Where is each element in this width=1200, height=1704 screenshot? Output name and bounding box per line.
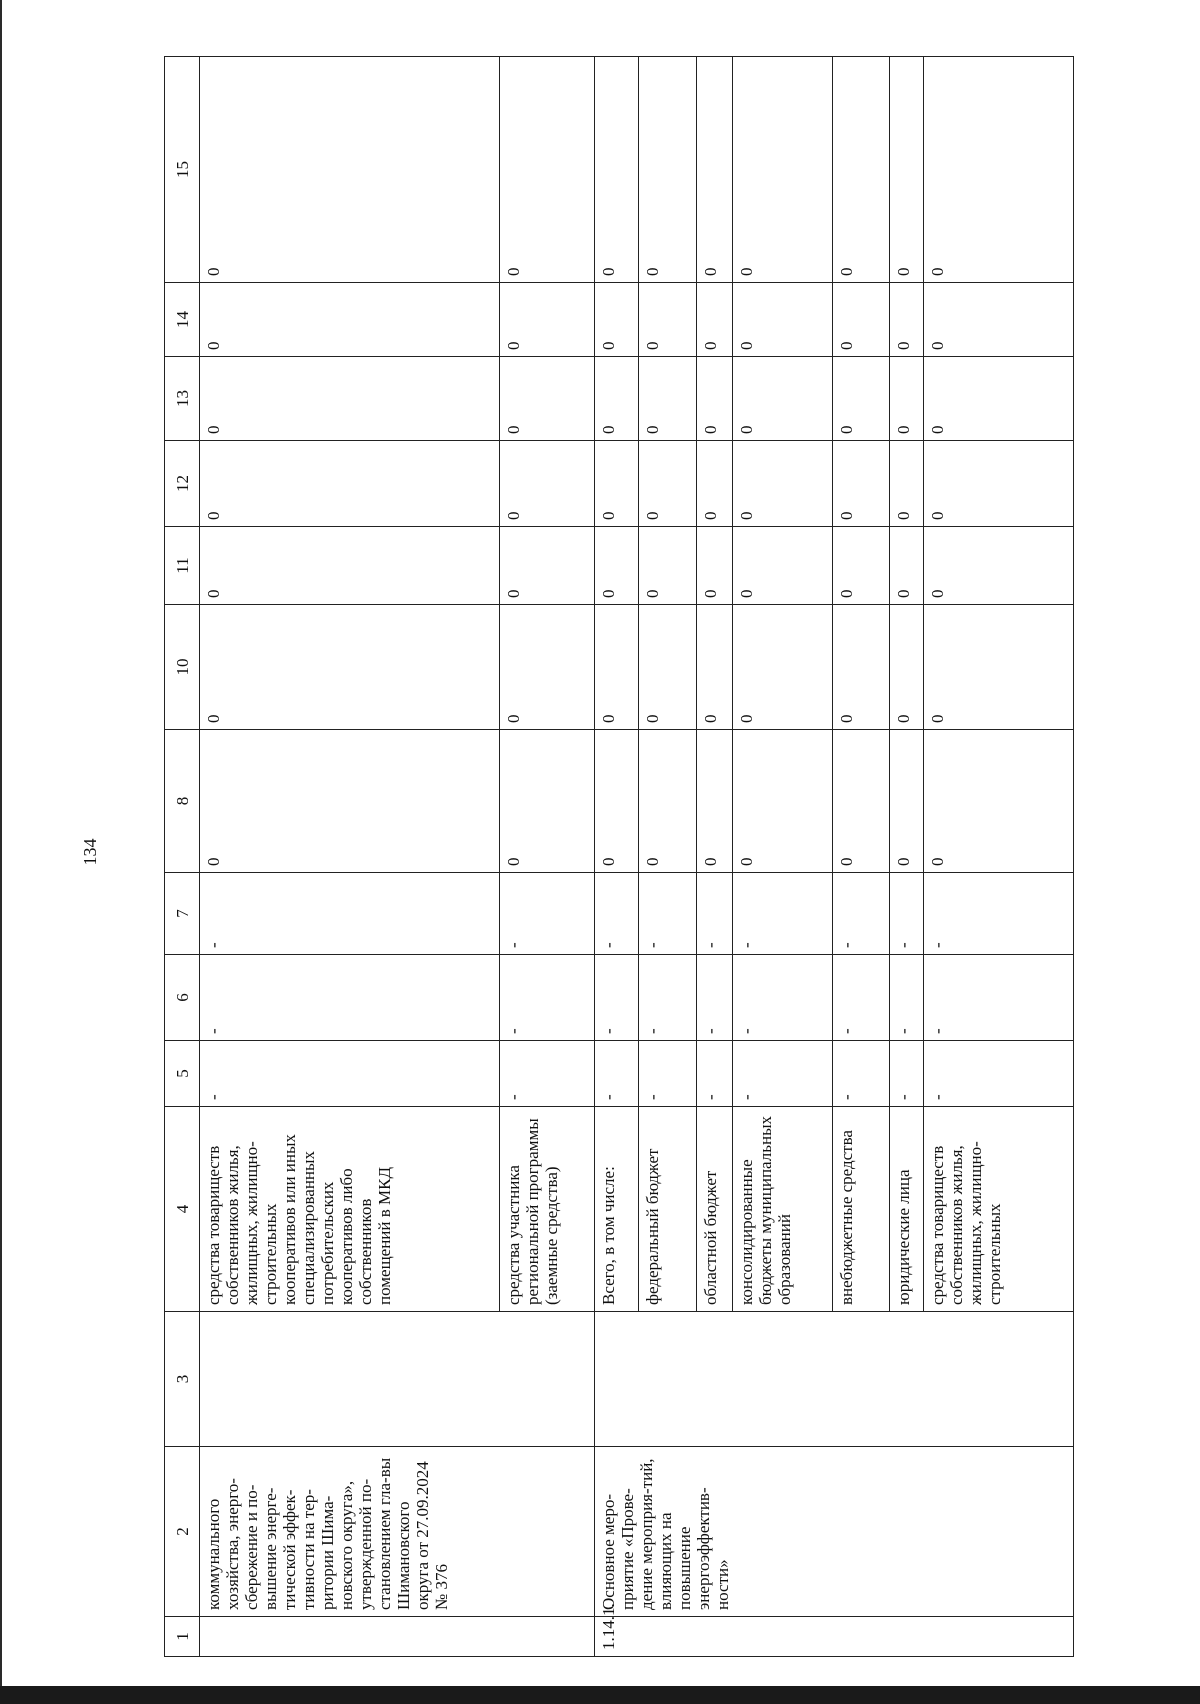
- cell-col8: 0: [500, 730, 595, 873]
- cell-col7: -: [733, 873, 833, 955]
- header-cell: 12: [165, 441, 200, 527]
- cell-col12: 0: [595, 441, 639, 527]
- header-cell: 1: [165, 1617, 200, 1657]
- cell-col11: 0: [639, 527, 697, 605]
- cell-col6: -: [697, 955, 733, 1041]
- cell-col15: 0: [924, 57, 1074, 283]
- header-cell: 11: [165, 527, 200, 605]
- cell-col10: 0: [595, 605, 639, 730]
- cell-col7: -: [595, 873, 639, 955]
- cell-col15: 0: [833, 57, 890, 283]
- cell-col5: -: [500, 1041, 595, 1107]
- cell-col14: 0: [924, 283, 1074, 357]
- cell-col5: -: [595, 1041, 639, 1107]
- cell-col14: 0: [890, 283, 924, 357]
- cell-col5: -: [833, 1041, 890, 1107]
- cell-funding-source: Всего, в том числе:: [595, 1107, 639, 1312]
- cell-col11: 0: [924, 527, 1074, 605]
- cell-col8: 0: [697, 730, 733, 873]
- cell-col13: 0: [639, 357, 697, 441]
- cell-col5: -: [890, 1041, 924, 1107]
- cell-col8: 0: [595, 730, 639, 873]
- cell-col14: 0: [595, 283, 639, 357]
- cell-col6: -: [595, 955, 639, 1041]
- cell-col15: 0: [697, 57, 733, 283]
- header-cell: 13: [165, 357, 200, 441]
- header-cell: 8: [165, 730, 200, 873]
- cell-col8: 0: [924, 730, 1074, 873]
- header-cell: 10: [165, 605, 200, 730]
- scan-edge-left: [0, 0, 2, 1704]
- header-cell: 6: [165, 955, 200, 1041]
- cell-col5: -: [697, 1041, 733, 1107]
- cell-col7: -: [890, 873, 924, 955]
- cell-funding-source: средства участника региональной программы (заемные средства): [500, 1107, 595, 1312]
- budget-table: [164, 56, 1074, 1657]
- cell-col10: 0: [924, 605, 1074, 730]
- cell-col7: -: [200, 873, 500, 955]
- header-cell: 3: [165, 1312, 200, 1447]
- cell-col5: -: [733, 1041, 833, 1107]
- header-cell: 15: [165, 57, 200, 283]
- cell-funding-source: средства товариществ собственников жилья, жилищных, жилищно-строительных кооперативов или иных специализированных потребительских кооперативов либо собственников помещений в МКД: [200, 1107, 500, 1312]
- cell-col6: -: [890, 955, 924, 1041]
- cell-col14: 0: [500, 283, 595, 357]
- cell-col15: 0: [500, 57, 595, 283]
- cell-col11: 0: [595, 527, 639, 605]
- cell-col15: 0: [733, 57, 833, 283]
- cell-col12: 0: [639, 441, 697, 527]
- cell-col12: 0: [200, 441, 500, 527]
- cell-funding-source: средства товариществ собственников жилья, жилищных, жилищно-строительных: [924, 1107, 1074, 1312]
- header-cell: 7: [165, 873, 200, 955]
- cell-col12: 0: [890, 441, 924, 527]
- header-cell: 4: [165, 1107, 200, 1312]
- cell-col8: 0: [733, 730, 833, 873]
- cell-number: 1.14.1.: [595, 1617, 1074, 1657]
- cell-col5: -: [200, 1041, 500, 1107]
- cell-col14: 0: [697, 283, 733, 357]
- cell-funding-source: внебюджетные средства: [833, 1107, 890, 1312]
- cell-col11: 0: [733, 527, 833, 605]
- cell-col10: 0: [733, 605, 833, 730]
- header-cell: 14: [165, 283, 200, 357]
- cell-col7: -: [833, 873, 890, 955]
- header-row: [165, 57, 200, 1657]
- cell-funding-source: консолидированные бюджеты муниципальных образований: [733, 1107, 833, 1312]
- cell-funding-source: юридические лица: [890, 1107, 924, 1312]
- cell-col3: [200, 1312, 595, 1447]
- cell-funding-source: областной бюджет: [697, 1107, 733, 1312]
- scan-edge-bottom: [0, 1686, 1200, 1704]
- cell-col15: 0: [595, 57, 639, 283]
- cell-number: [200, 1617, 595, 1657]
- cell-col13: 0: [500, 357, 595, 441]
- page-number: 134: [80, 838, 100, 866]
- cell-program-name: коммунального хозяйства, энерго-сбережение и по-вышение энерге-тической эффек-тивности на тер-ритории Шима-новского округа», утвержденной по-становлением гла-вы Шимановского округа от 27.09.2024 № 376: [200, 1447, 595, 1617]
- cell-col11: 0: [200, 527, 500, 605]
- rotated-table-wrapper: [164, 57, 1124, 1657]
- cell-col10: 0: [890, 605, 924, 730]
- cell-col8: 0: [639, 730, 697, 873]
- cell-funding-source: федеральный бюджет: [639, 1107, 697, 1312]
- cell-col3: [595, 1312, 1074, 1447]
- cell-col7: -: [697, 873, 733, 955]
- cell-col12: 0: [500, 441, 595, 527]
- cell-col6: -: [924, 955, 1074, 1041]
- cell-col5: -: [639, 1041, 697, 1107]
- cell-col14: 0: [733, 283, 833, 357]
- cell-col10: 0: [639, 605, 697, 730]
- cell-col10: 0: [500, 605, 595, 730]
- cell-col14: 0: [833, 283, 890, 357]
- cell-col7: -: [500, 873, 595, 955]
- cell-col10: 0: [697, 605, 733, 730]
- table-row: [200, 57, 500, 1657]
- cell-col10: 0: [833, 605, 890, 730]
- cell-col11: 0: [833, 527, 890, 605]
- cell-col5: -: [924, 1041, 1074, 1107]
- cell-program-name: Основное меро-приятие «Прове-дение мероприя-тий, влияющих на повышение энергоэффектив-ности»: [595, 1447, 1074, 1617]
- cell-col14: 0: [200, 283, 500, 357]
- cell-col8: 0: [200, 730, 500, 873]
- cell-col8: 0: [833, 730, 890, 873]
- cell-col8: 0: [890, 730, 924, 873]
- cell-col12: 0: [924, 441, 1074, 527]
- cell-col13: 0: [833, 357, 890, 441]
- cell-col12: 0: [833, 441, 890, 527]
- header-cell: 2: [165, 1447, 200, 1617]
- cell-col7: -: [924, 873, 1074, 955]
- cell-col13: 0: [200, 357, 500, 441]
- cell-col13: 0: [733, 357, 833, 441]
- cell-col13: 0: [697, 357, 733, 441]
- cell-col6: -: [500, 955, 595, 1041]
- table-row: [595, 57, 639, 1657]
- cell-col6: -: [833, 955, 890, 1041]
- cell-col7: -: [639, 873, 697, 955]
- cell-col6: -: [200, 955, 500, 1041]
- cell-col15: 0: [890, 57, 924, 283]
- cell-col13: 0: [595, 357, 639, 441]
- cell-col6: -: [733, 955, 833, 1041]
- cell-col10: 0: [200, 605, 500, 730]
- header-cell: 5: [165, 1041, 200, 1107]
- cell-col6: -: [639, 955, 697, 1041]
- cell-col15: 0: [639, 57, 697, 283]
- cell-col12: 0: [697, 441, 733, 527]
- cell-col15: 0: [200, 57, 500, 283]
- cell-col13: 0: [924, 357, 1074, 441]
- cell-col11: 0: [890, 527, 924, 605]
- cell-col12: 0: [733, 441, 833, 527]
- cell-col11: 0: [697, 527, 733, 605]
- cell-col13: 0: [890, 357, 924, 441]
- cell-col14: 0: [639, 283, 697, 357]
- cell-col11: 0: [500, 527, 595, 605]
